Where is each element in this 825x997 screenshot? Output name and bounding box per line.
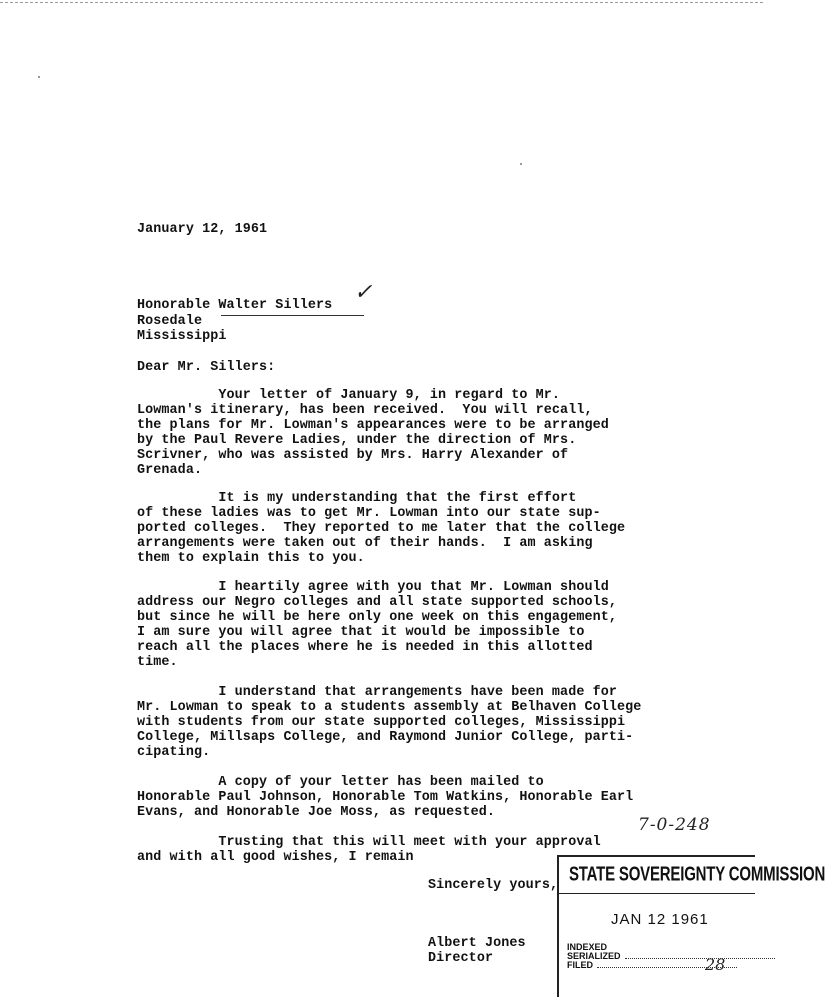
body-line: them to explain this to you. — [137, 551, 365, 566]
body-line: I am sure you will agree that it would be impossible to — [137, 625, 585, 640]
body-line: A copy of your letter has been mailed to — [137, 775, 544, 790]
handwritten-stamp-number: 28 — [705, 955, 726, 974]
stamp-row-serialized — [567, 952, 775, 961]
body-line: I heartily agree with you that Mr. Lowman should — [137, 580, 609, 595]
address-line-state: Mississippi — [137, 329, 227, 344]
body-line: by the Paul Revere Ladies, under the direction of Mrs. — [137, 433, 577, 448]
body-line: the plans for Mr. Lowman's appearances were to be arranged — [137, 418, 609, 433]
body-line: College, Millsaps College, and Raymond Junior College, parti- — [137, 730, 634, 745]
stamp-row-label: FILED — [567, 960, 593, 970]
address-line-city: Rosedale — [137, 314, 203, 329]
body-line: Mr. Lowman to speak to a students assembly at Belhaven College — [137, 700, 642, 715]
body-line: address our Negro colleges and all state supported schools, — [137, 595, 618, 610]
closing: Sincerely yours, — [428, 878, 559, 893]
signature-name: Albert Jones — [428, 936, 526, 951]
salutation: Dear Mr. Sillers: — [137, 360, 276, 375]
commission-stamp — [557, 855, 825, 997]
body-line: Lowman's itinerary, has been received. You will recall, — [137, 403, 593, 418]
page-top-edge — [0, 2, 763, 3]
body-line: Grenada. — [137, 463, 203, 478]
body-line: with students from our state supported colleges, Mississippi — [137, 715, 626, 730]
body-line: cipating. — [137, 745, 211, 760]
body-line: Trusting that this will meet with your approval — [137, 835, 601, 850]
body-line: ported colleges. They reported to me later that the college — [137, 521, 626, 536]
handwritten-check-mark: ✓ — [354, 280, 373, 305]
body-line: It is my understanding that the first effort — [137, 491, 577, 506]
stamp-row-label: SERIALIZED — [567, 951, 621, 961]
handwritten-file-number: 7-0-248 — [638, 815, 711, 835]
body-line: time. — [137, 655, 178, 670]
body-line: Scrivner, who was assisted by Mrs. Harry Alexander of — [137, 448, 569, 463]
letter-date: January 12, 1961 — [137, 222, 268, 237]
body-line: I understand that arrangements have been made for — [137, 685, 618, 700]
stamp-row-label: INDEXED — [567, 942, 608, 952]
body-line: and with all good wishes, I remain — [137, 850, 414, 865]
stamp-divider — [559, 893, 755, 894]
scan-speck — [520, 163, 522, 165]
stamp-date: JAN 12 1961 — [611, 911, 709, 928]
body-line: arrangements were taken out of their hands. I am asking — [137, 536, 593, 551]
body-line: but since he will be here only one week on this engagement, — [137, 610, 618, 625]
stamp-title: STATE SOVEREIGNTY COMMISSION — [569, 863, 825, 886]
body-line: Evans, and Honorable Joe Moss, as requested. — [137, 805, 495, 820]
handwritten-underline — [221, 315, 364, 316]
body-line: reach all the places where he is needed in this allotted — [137, 640, 593, 655]
address-line-name: Honorable Walter Sillers — [137, 298, 333, 313]
body-line: Honorable Paul Johnson, Honorable Tom Watkins, Honorable Earl — [137, 790, 634, 805]
body-line: Your letter of January 9, in regard to Mr. — [137, 388, 561, 403]
scan-speck — [38, 76, 40, 78]
body-line: of these ladies was to get Mr. Lowman into our state sup- — [137, 506, 601, 521]
signature-title: Director — [428, 951, 494, 966]
